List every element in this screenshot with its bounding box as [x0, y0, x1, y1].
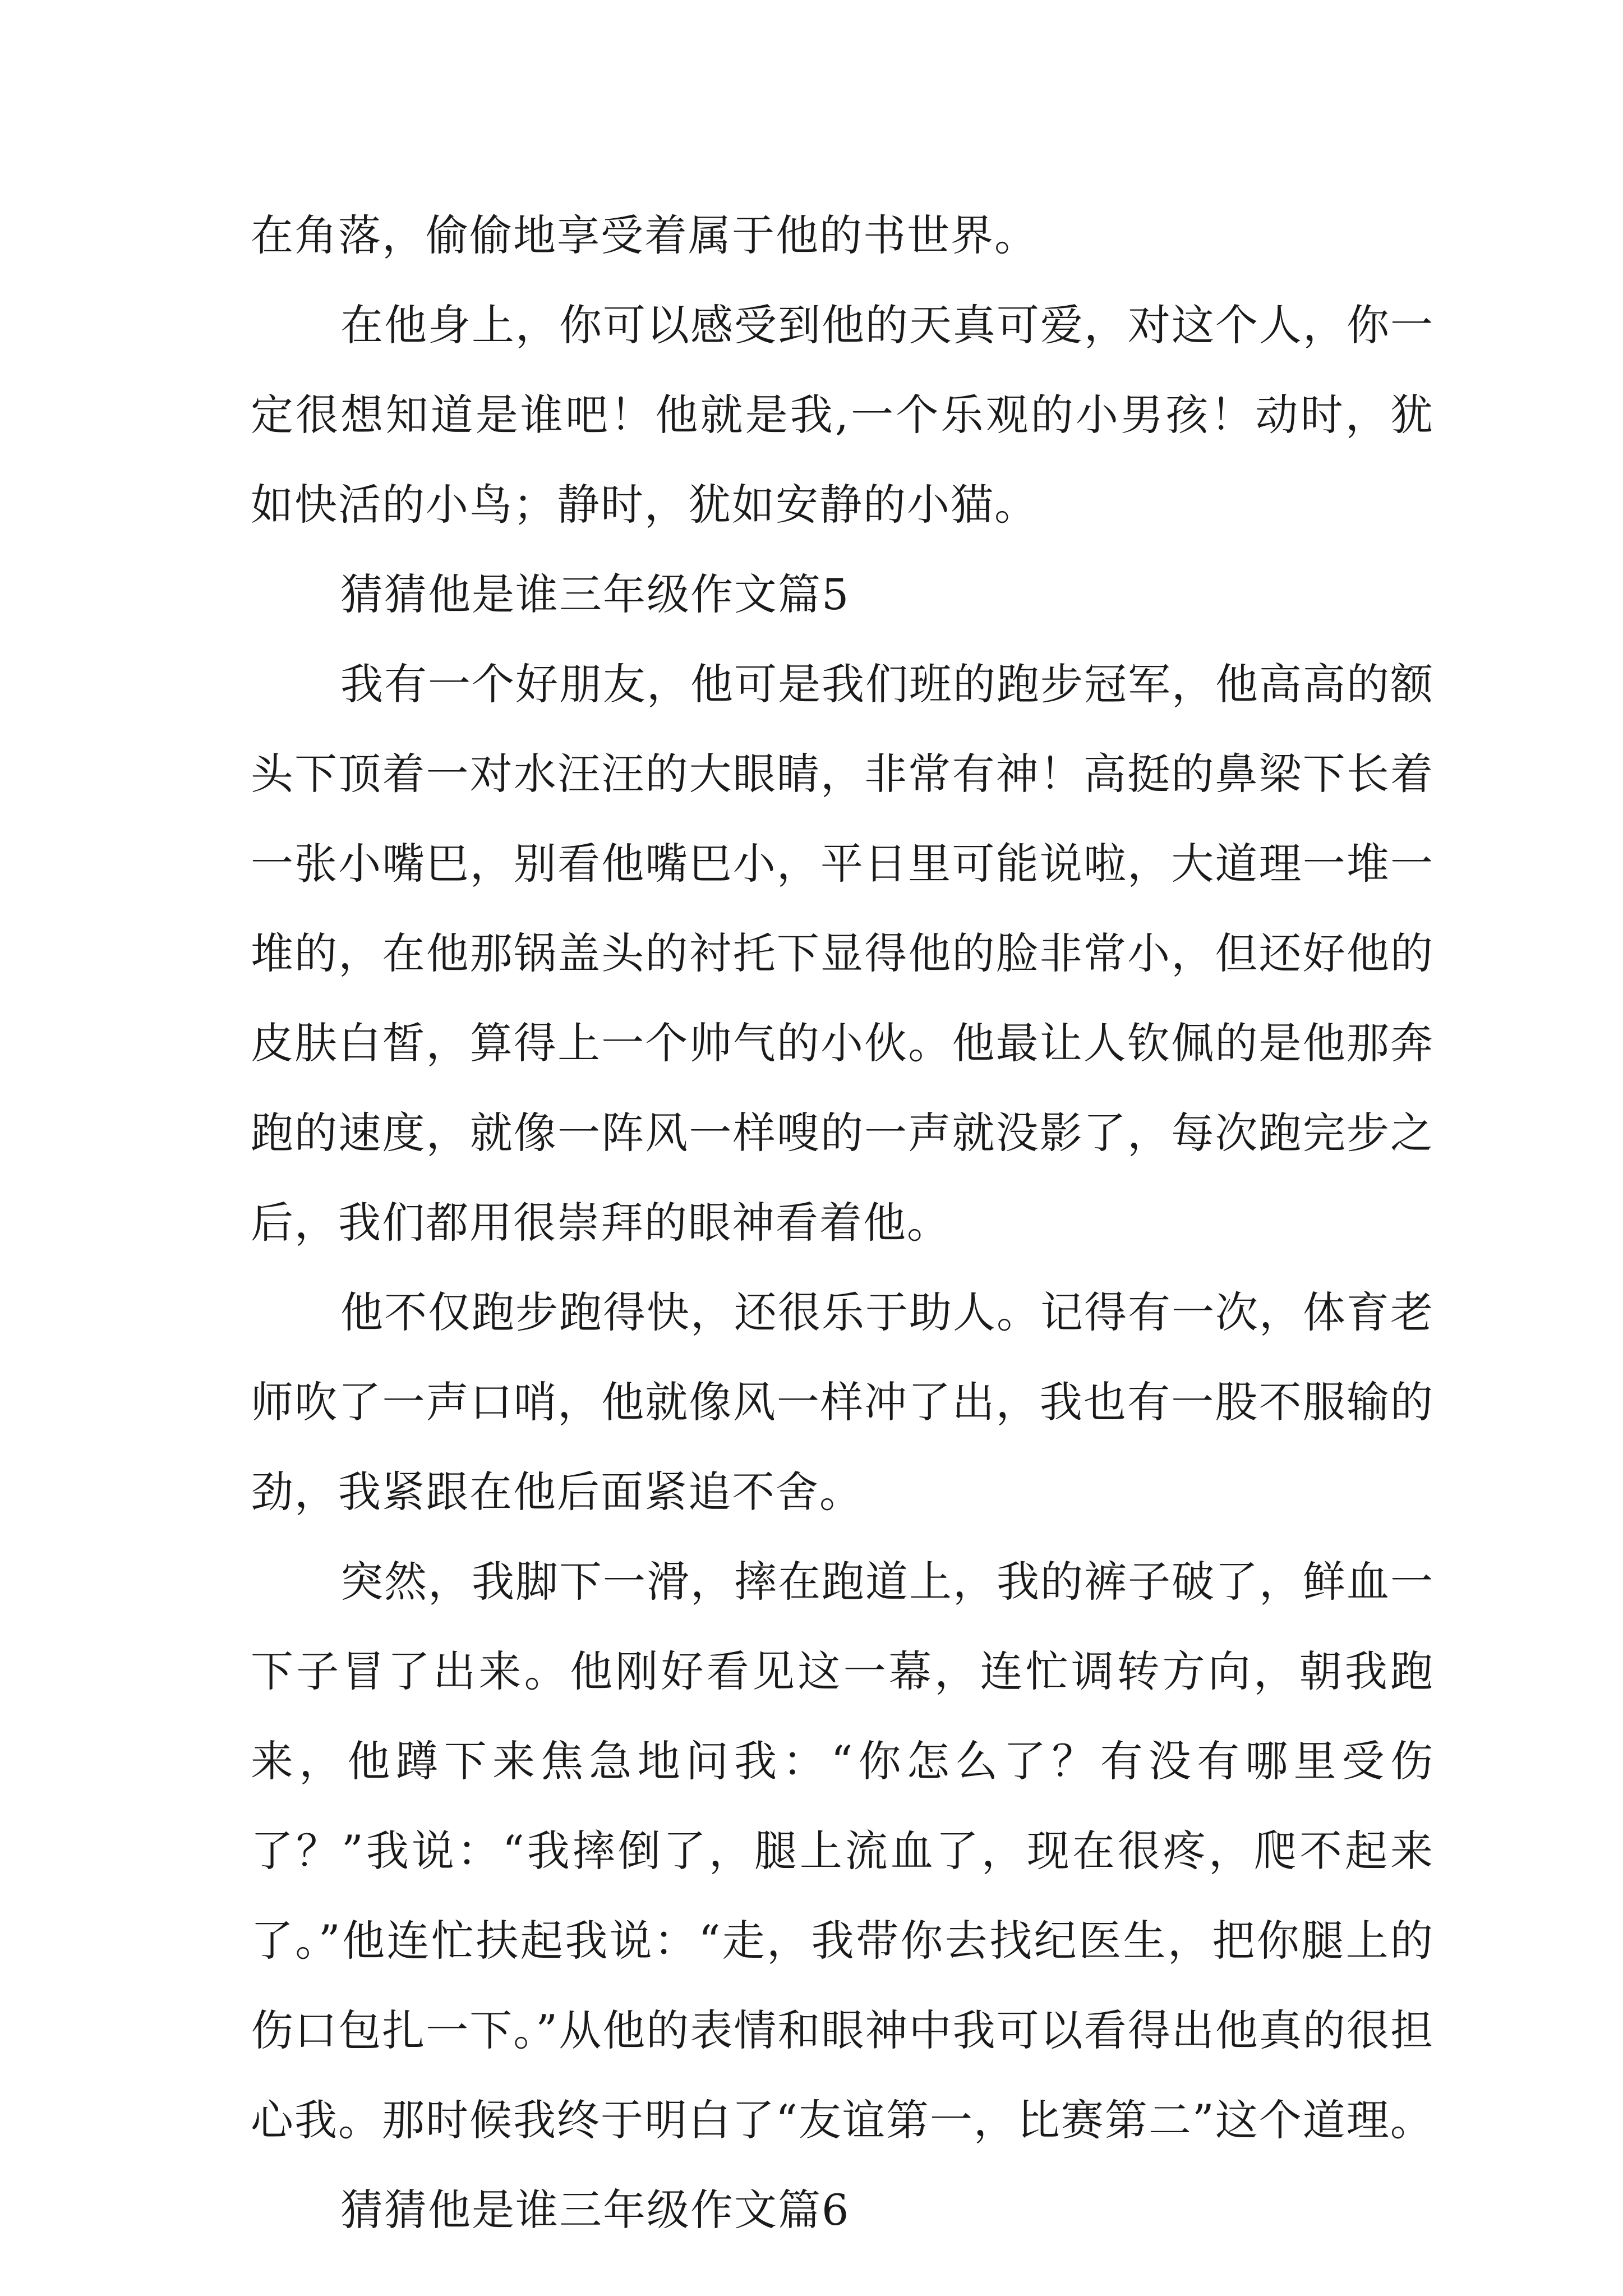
section-heading: 猜猜他是谁三年级作文篇6 — [340, 2185, 850, 2235]
section-heading: 猜猜他是谁三年级作文篇5 — [340, 569, 850, 619]
document-body — [251, 191, 1434, 2255]
paragraph: 他不仅跑步跑得快，还很乐于助人。记得有一次，体育老师吹了一声口哨，他就像风一样冲了出，我也有一股不服输的劲，我紧跟在他后面紧追不舍。 — [251, 1287, 1434, 1517]
paragraph: 在他身上，你可以感受到他的天真可爱，对这个人，你一定很想知道是谁吧！他就是我,一个乐观的小男孩！动时，犹如快活的小鸟；静时，犹如安静的小猫。 — [251, 300, 1434, 530]
paragraph: 在角落，偷偷地享受着属于他的书世界。 — [251, 210, 1038, 260]
paragraph: 突然，我脚下一滑，摔在跑道上，我的裤子破了，鲜血一下子冒了出来。他刚好看见这一幕，连忙调转方向，朝我跑来，他蹲下来焦急地问我：“你怎么了？有没有哪里受伤了？”我说：“我摔倒了，腿上流血了，现在很疼，爬不起来了。”他连忙扶起我说：“走，我带你去找纪医生，把你腿上的伤口包扎一下。”从他的表情和眼神中我可以看得出他真的很担心我。那时候我终于明白了“友谊第一，比赛第二”这个道理。 — [251, 1557, 1434, 2145]
paragraph: 我有一个好朋友，他可是我们班的跑步冠军，他高高的额头下顶着一对水汪汪的大眼睛，非常有神！高挺的鼻梁下长着一张小嘴巴，别看他嘴巴小，平日里可能说啦，大道理一堆一堆的，在他那锅盖头的衬托下显得他的脸非常小，但还好他的皮肤白皙，算得上一个帅气的小伙。他最让人钦佩的是他那奔跑的速度，就像一阵风一样嗖的一声就没影了，每次跑完步之后，我们都用很崇拜的眼神看着他。 — [251, 659, 1434, 1248]
